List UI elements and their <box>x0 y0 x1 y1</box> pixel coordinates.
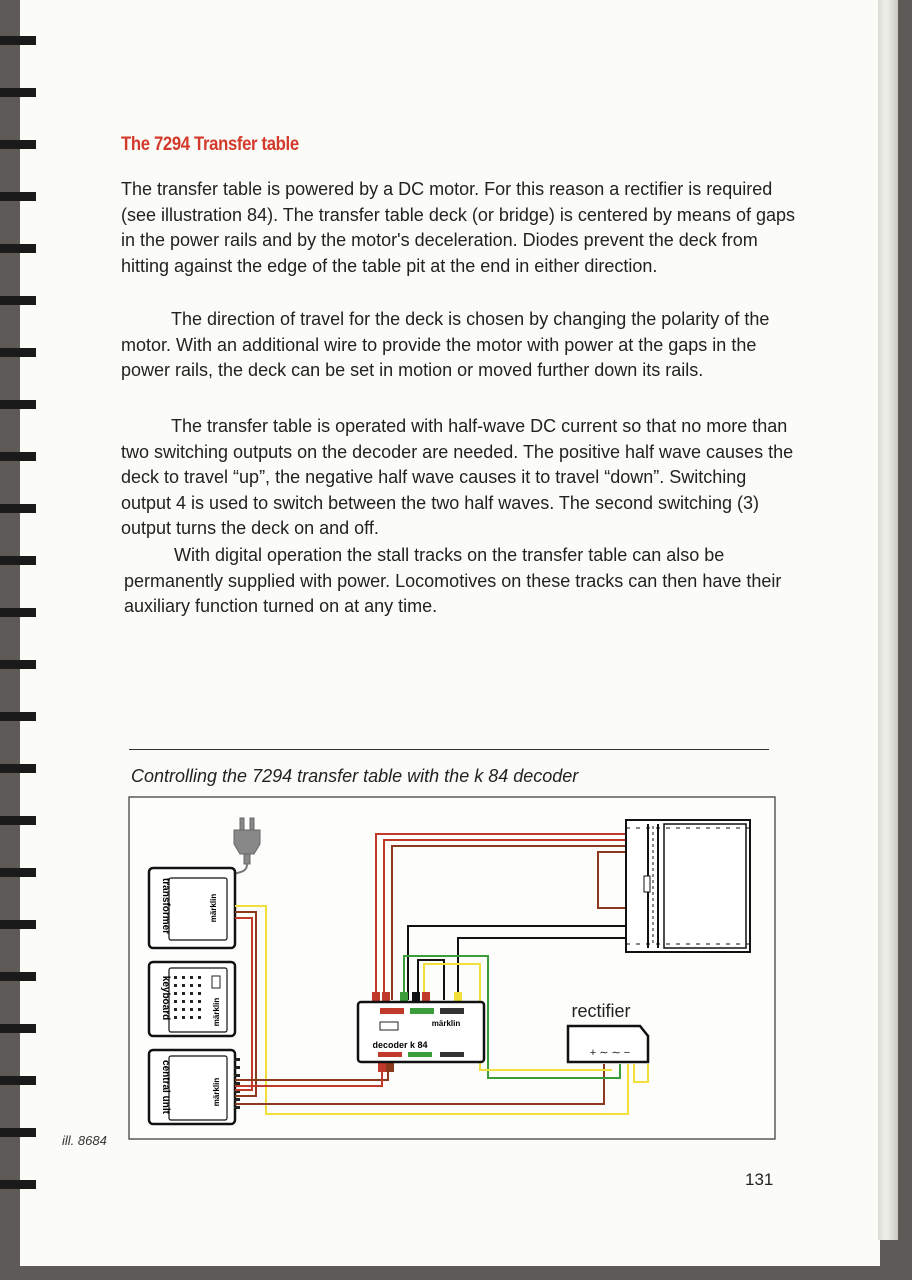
section-heading: The 7294 Transfer table <box>121 134 299 155</box>
transformer-label: transformer <box>160 877 171 935</box>
rectifier-symbols: + ∼ ∼ − <box>589 1047 631 1059</box>
paragraph-1: The transfer table is powered by a DC motor. For this reason a rectifier is required (see illustration 84). The transfer table deck (or bridge) is centered by means of gaps in the power rails and by the motor's deceleration. Diodes prevent the deck from hitting against the edge of the table pit at the end in either direction. <box>121 179 796 276</box>
decoder-brand: märklin <box>431 1019 461 1028</box>
paragraph-3: The transfer table is operated with half-wave DC current so that no more than two switching outputs on the decoder are needed. The positive half wave causes the deck to travel “up”, the negative half wave causes it to travel “down”. Switching output 4 is used to switch between the two half waves. The second switching (3) output turns the deck on and off. <box>121 416 794 538</box>
decoder-k84 <box>358 1002 484 1062</box>
wiring-diagram <box>128 796 776 1140</box>
keyboard-label: keyboard <box>160 975 171 1021</box>
keyboard-brand: märklin <box>212 997 221 1027</box>
central-unit <box>149 1050 240 1124</box>
keyboard-unit <box>149 962 235 1036</box>
illustration-reference: ill. 8684 <box>62 1133 107 1148</box>
transformer-unit <box>149 868 235 948</box>
central-unit-label: central unit <box>160 1060 171 1114</box>
transfer-table <box>626 820 750 952</box>
divider-rule <box>129 749 769 750</box>
rectifier-label: rectifier <box>571 1001 631 1021</box>
paragraph-2: The direction of travel for the deck is chosen by changing the polarity of the motor. With an additional wire to provide the motor with power at the gaps in the power rails, the deck can be set in motion or moved further down its rails. <box>121 309 770 380</box>
spiral-binding <box>0 0 40 1280</box>
page-number: 131 <box>745 1170 774 1189</box>
central-unit-brand: märklin <box>212 1077 221 1107</box>
page-edge <box>878 0 898 1240</box>
paragraph-4: With digital operation the stall tracks on the transfer table can also be permanently supplied with power. Locomotives on these tracks can then have their auxiliary function turned on at any time. <box>124 545 782 616</box>
decoder-label: decoder k 84 <box>372 1040 428 1050</box>
transformer-brand: märklin <box>209 893 218 923</box>
figure-caption: Controlling the 7294 transfer table with the k 84 decoder <box>131 766 579 786</box>
